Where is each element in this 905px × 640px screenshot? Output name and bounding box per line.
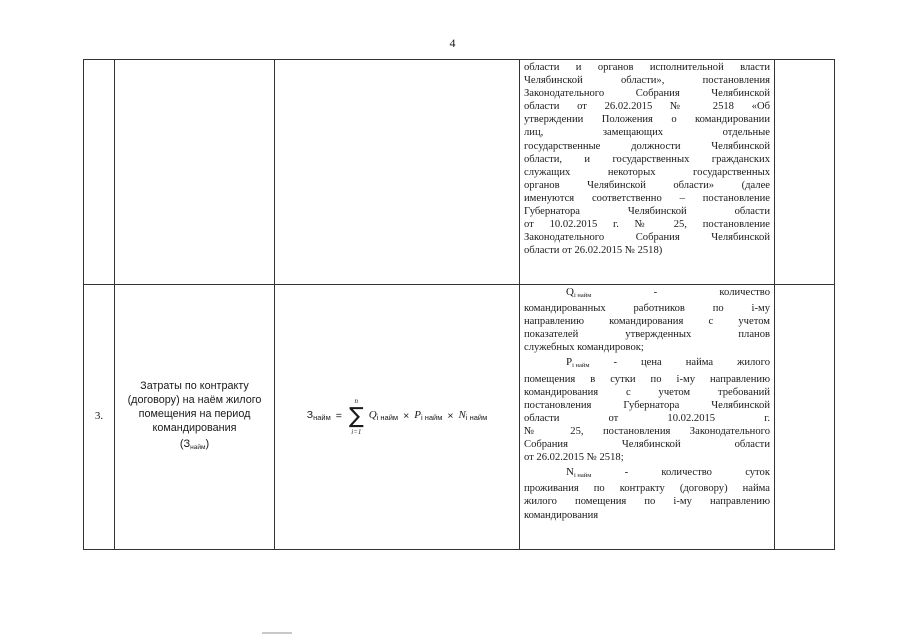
cost-formula: [275, 397, 519, 437]
text-line: утверждении Положения о командировании: [524, 114, 770, 126]
formula-cell: [275, 285, 520, 550]
cell-name-empty: [115, 60, 275, 285]
text-line: Губернатора Челябинской области: [524, 206, 770, 218]
text-line: именуются соответственно – постановление: [524, 192, 770, 204]
text-line: области от 26.02.2015 № 2518 «Об: [524, 101, 770, 113]
text-line: лиц, замещающих отдельные: [524, 127, 770, 139]
formula-equals: =: [335, 410, 342, 423]
text-line: Законодательного Собрания Челябинской: [524, 88, 770, 100]
text-line: показателей утвержденных планов: [524, 329, 770, 341]
text-line: области от 26.02.2015 № 2518): [524, 245, 663, 257]
text-line: постановления Губернатора Челябинской: [524, 399, 770, 411]
desc-n-line: $N_{i найм}$ - количество суток: [524, 466, 770, 482]
text-line: помещения в сутки по i-му направлению: [524, 373, 770, 385]
cost-name: Затраты по контракту (договору) на наём жилого помещения на период командирования: [127, 380, 262, 434]
text-line: органов Челябинской области» (далее: [524, 179, 770, 191]
formula-times: ×: [403, 410, 410, 423]
text-line: государственные должности Челябинской: [524, 140, 770, 152]
cell-notes-empty: [775, 60, 835, 285]
formula-times: ×: [447, 410, 454, 423]
table-row-3: [84, 285, 835, 550]
text-line: Законодательного Собрания Челябинской: [524, 232, 770, 244]
cost-table: [83, 59, 835, 550]
text-line: командирования: [524, 509, 599, 521]
desc-n-symbol: $N_{i найм}$: [566, 466, 592, 480]
text-line: области и органов исполнительной власти: [524, 62, 770, 73]
formula-n: $N_{i найм}$: [458, 409, 488, 423]
table-row-continued: [84, 60, 835, 285]
cost-name-cell: [115, 285, 275, 550]
cost-symbol: $(З_{найм})$: [179, 438, 210, 451]
text-line: жилого помещения по i-му направлению: [524, 496, 770, 508]
text-line: № 25, постановления Законодательного: [524, 425, 770, 437]
cell-formula-empty: [275, 60, 520, 285]
desc-q-line: $Q_{i найм}$ - количество: [524, 286, 770, 302]
summation-sign: n ∑ i=1: [348, 397, 364, 436]
page-number: 4: [449, 36, 456, 50]
desc-p-symbol: $P_{i найм}$: [566, 356, 590, 370]
text-line: области от 10.02.2015 г.: [524, 412, 770, 424]
continued-text: [520, 60, 774, 259]
text-line: Собрания Челябинской области: [524, 439, 770, 451]
text-line: от 10.02.2015 г. № 25, постановление: [524, 219, 770, 231]
text-line: области, и государственных гражданских: [524, 153, 770, 165]
cell-description-continued: [520, 60, 775, 285]
formula-q: $Q_{i найм}$: [368, 409, 399, 423]
text-line: служебных командировок;: [524, 342, 644, 354]
description-text: [520, 285, 774, 524]
text-line: командирования с учетом требований: [524, 386, 770, 398]
text-line: от 26.02.2015 № 2518;: [524, 452, 624, 464]
text-line: направлению командирования с учетом: [524, 316, 770, 328]
desc-q-symbol: $Q_{i найм}$: [566, 286, 592, 299]
text-line: командированных работников по i-му: [524, 303, 770, 315]
formula-lhs: $З_{найм}$: [306, 409, 331, 423]
cost-symbol-sub: найм: [190, 444, 206, 451]
scan-artifact: [262, 632, 292, 634]
text-line: Челябинской области», постановления: [524, 75, 770, 87]
cell-description: [520, 285, 775, 550]
cell-number-empty: [84, 60, 115, 285]
text-line: проживания по контракту (договору) найма: [524, 483, 770, 495]
text-line: служащих некоторых государственных: [524, 166, 770, 178]
cost-symbol-letter: З: [183, 438, 191, 450]
formula-p: $P_{i найм}$: [414, 409, 443, 423]
desc-p-line: $P_{i найм}$ - цена найма жилого: [524, 356, 770, 372]
cell-notes-empty: [775, 285, 835, 550]
row-number: 3.: [84, 285, 115, 550]
